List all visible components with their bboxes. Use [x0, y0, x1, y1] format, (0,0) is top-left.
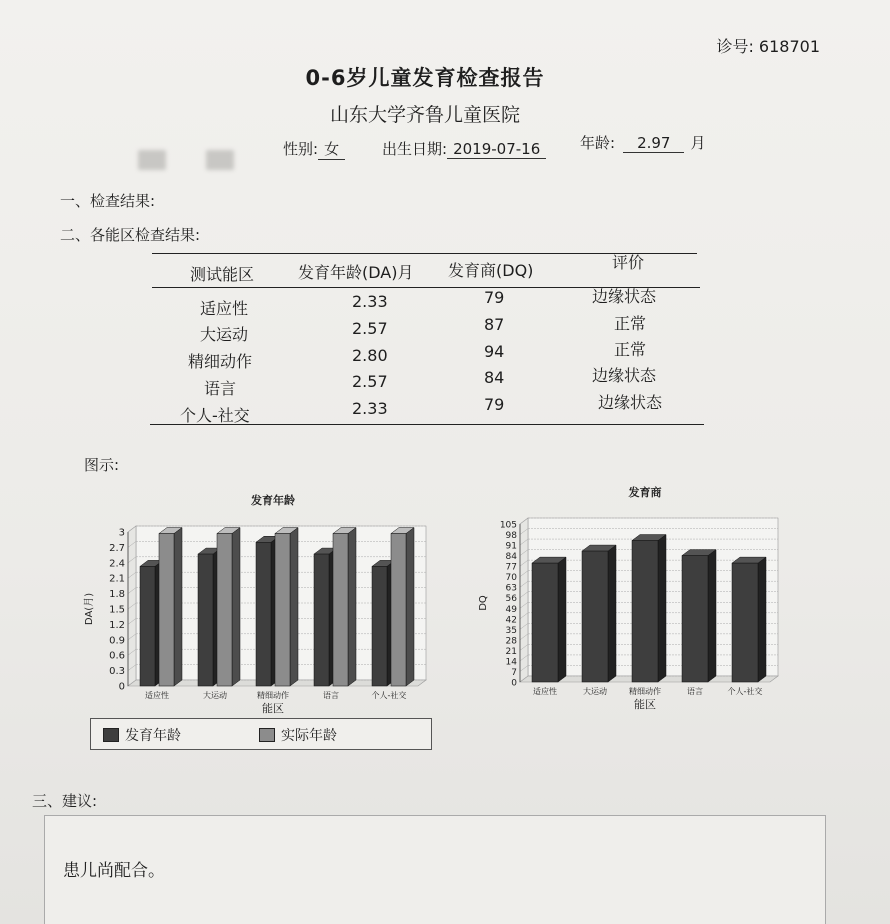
bar [198, 554, 213, 686]
y-tick-label: 91 [505, 541, 517, 552]
bar-side [174, 528, 182, 686]
y-tick-label: 77 [505, 562, 517, 573]
bar [256, 542, 271, 686]
table-row-2-dq: 87 [484, 315, 505, 334]
bar [391, 534, 406, 686]
birth-date-label: 出生日期: [382, 140, 448, 158]
table-row-2-da: 2.57 [352, 319, 388, 338]
chart-development-quotient [470, 480, 790, 720]
legend-label-2: 实际年龄 [281, 728, 337, 744]
age-unit: 月 [690, 134, 706, 152]
bar [682, 556, 708, 682]
age-label: 年龄: [580, 134, 616, 152]
bar-side [406, 528, 414, 686]
y-tick-label: 7 [511, 667, 517, 678]
x-tick-label: 精细动作 [257, 691, 289, 700]
birth-date-field [382, 138, 546, 159]
clinic-number: 诊号: 618701 [716, 37, 820, 56]
bar-side [658, 535, 666, 682]
bar-side [708, 550, 716, 682]
y-tick-label: 98 [505, 531, 517, 542]
chart-development-age [82, 488, 442, 718]
bar-side [290, 528, 298, 686]
y-tick-label: 70 [505, 573, 517, 584]
table-row-5-area: 个人-社交 [180, 406, 250, 425]
bar [275, 534, 290, 686]
chart-title: 发育商 [628, 486, 662, 499]
y-tick-label: 63 [505, 583, 517, 594]
redacted-name-part-2 [206, 150, 234, 170]
table-row-5-da: 2.33 [352, 399, 388, 418]
x-tick-label: 个人-社交 [727, 687, 763, 696]
chart-svg [82, 488, 442, 718]
x-tick-label: 适应性 [533, 687, 557, 696]
table-row-3-area: 精细动作 [188, 352, 253, 371]
table-row-4-da: 2.57 [352, 372, 388, 391]
table-row-4-area: 语言 [204, 379, 237, 398]
report-title: 0-6岁儿童发育检查报告 [305, 66, 545, 90]
x-tick-label: 语言 [323, 691, 339, 700]
table-row-3-eval: 正常 [614, 340, 647, 359]
age-value: 2.97 [623, 134, 684, 153]
y-tick-label: 56 [505, 594, 517, 605]
table-row-4-eval: 边缘状态 [592, 366, 657, 385]
bar [632, 541, 658, 682]
y-tick-label: 1.8 [109, 589, 125, 601]
y-tick-label: 21 [505, 646, 517, 657]
table-row-3-da: 2.80 [352, 346, 388, 365]
chart-svg [470, 480, 790, 720]
y-tick-label: 0 [118, 681, 125, 693]
bar-side [232, 528, 240, 686]
advice-text: 患儿尚配合。 [63, 861, 165, 881]
advice-box [44, 815, 826, 924]
y-tick-label: 28 [505, 636, 517, 647]
y-tick-label: 49 [505, 604, 517, 615]
birth-date-value: 2019-07-16 [447, 140, 546, 159]
chart-legend [90, 718, 432, 750]
hospital-name: 山东大学齐鲁儿童医院 [329, 104, 520, 126]
table-row-1-eval: 边缘状态 [592, 287, 657, 306]
age-field [580, 132, 705, 153]
table-row-3-dq: 94 [484, 342, 505, 361]
table-row-2-area: 大运动 [200, 325, 249, 344]
bar [732, 563, 758, 682]
table-header-area: 测试能区 [190, 265, 255, 284]
y-tick-label: 2.1 [109, 573, 125, 585]
y-tick-label: 2.4 [109, 558, 125, 570]
legend-swatch-1 [103, 728, 119, 742]
table-header-dq: 发育商(DQ) [448, 261, 534, 280]
x-tick-label: 语言 [687, 687, 703, 696]
bar [532, 563, 558, 682]
section-2-title: 二、各能区检查结果: [60, 226, 201, 244]
y-axis-label: DA(月) [84, 592, 95, 626]
x-tick-label: 大运动 [583, 687, 607, 696]
gender-value: 女 [318, 138, 345, 160]
chart-title: 发育年龄 [251, 494, 295, 507]
table-row-1-dq: 79 [484, 288, 505, 307]
bar [582, 551, 608, 682]
bar-side [348, 528, 356, 686]
y-tick-label: 0 [511, 678, 517, 689]
legend-swatch-2 [259, 728, 275, 742]
legend-label-1: 发育年龄 [125, 728, 181, 744]
table-row-5-eval: 边缘状态 [598, 393, 663, 412]
y-tick-label: 84 [505, 552, 517, 563]
table-header-eval: 评价 [612, 253, 645, 272]
table-row-1-da: 2.33 [352, 292, 388, 311]
figure-label: 图示: [84, 456, 120, 474]
x-tick-label: 适应性 [145, 691, 169, 700]
x-axis-label: 能区 [262, 702, 284, 715]
section-3-title: 三、建议: [32, 792, 98, 810]
table-row-5-dq: 79 [484, 395, 505, 414]
table-header-da: 发育年龄(DA)月 [298, 263, 414, 282]
redacted-name-part-1 [138, 150, 166, 170]
bar [314, 554, 329, 686]
x-axis-label: 能区 [634, 698, 656, 711]
y-tick-label: 2.7 [109, 542, 125, 554]
y-tick-label: 1.2 [109, 619, 125, 631]
table-row-4-dq: 84 [484, 368, 505, 387]
x-tick-label: 个人-社交 [371, 691, 407, 700]
gender-label: 性别: [283, 140, 319, 158]
bar [372, 566, 387, 686]
x-tick-label: 精细动作 [629, 687, 661, 696]
y-tick-label: 3 [118, 527, 125, 539]
table-row-2-eval: 正常 [614, 314, 647, 333]
y-tick-label: 105 [499, 520, 517, 531]
bar [333, 534, 348, 686]
gender-field [283, 138, 345, 160]
section-1-title: 一、检查结果: [60, 192, 156, 210]
y-tick-label: 0.3 [109, 666, 125, 678]
bar [140, 566, 155, 686]
x-tick-label: 大运动 [203, 691, 227, 700]
y-tick-label: 35 [505, 625, 517, 636]
bar [159, 534, 174, 686]
chart-side-wall [520, 518, 528, 682]
bar-side [758, 557, 766, 682]
bar [217, 534, 232, 686]
y-axis-label: DQ [478, 595, 489, 611]
y-tick-label: 1.5 [109, 604, 125, 616]
bar-side [608, 545, 616, 682]
y-tick-label: 42 [505, 615, 517, 626]
bar-side [558, 557, 566, 682]
y-tick-label: 0.9 [109, 635, 125, 647]
y-tick-label: 14 [505, 657, 517, 668]
table-row-1-area: 适应性 [200, 299, 249, 318]
y-tick-label: 0.6 [109, 650, 125, 662]
